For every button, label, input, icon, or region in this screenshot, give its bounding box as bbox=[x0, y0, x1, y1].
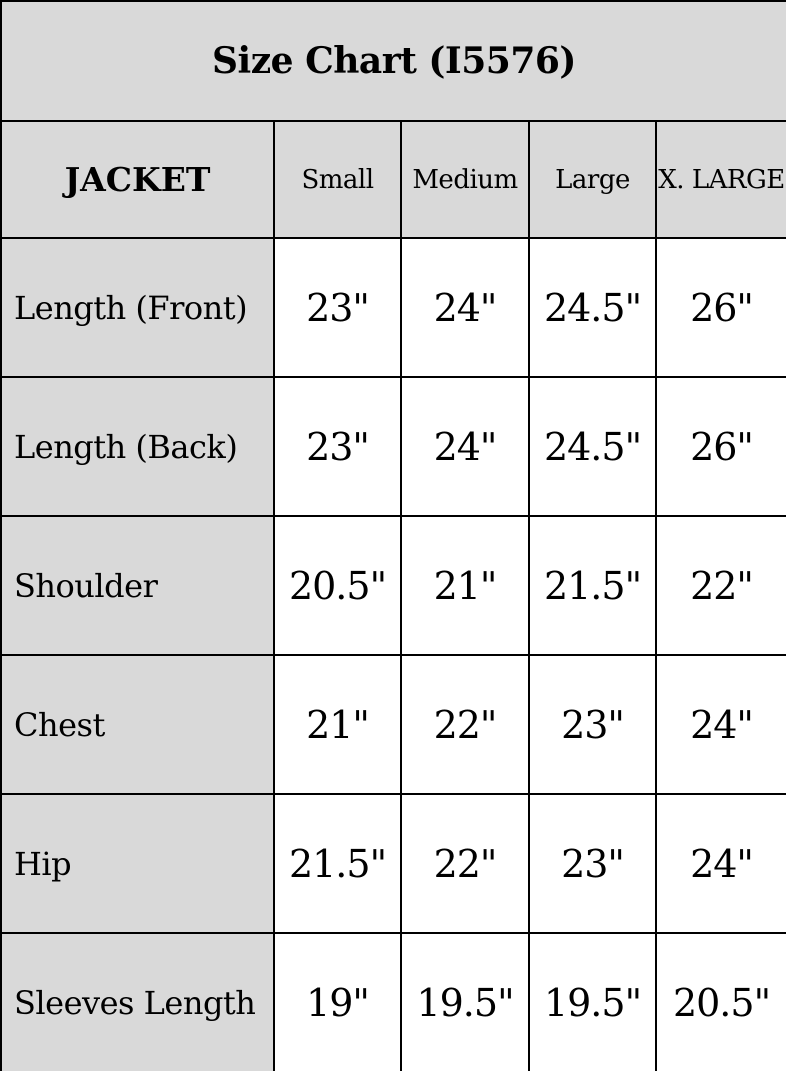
cell-value: 24" bbox=[401, 377, 529, 516]
cell-value: 23" bbox=[529, 655, 656, 794]
column-header-small: Small bbox=[274, 121, 401, 238]
table-row-shoulder bbox=[1, 516, 786, 655]
cell-value: 19.5" bbox=[529, 933, 656, 1071]
column-header-medium: Medium bbox=[401, 121, 529, 238]
cell-value: 24" bbox=[656, 794, 786, 933]
cell-value: 21.5" bbox=[529, 516, 656, 655]
column-header-large: Large bbox=[529, 121, 656, 238]
header-row bbox=[1, 121, 786, 238]
cell-value: 24" bbox=[656, 655, 786, 794]
cell-value: 21" bbox=[274, 655, 401, 794]
cell-value: 22" bbox=[401, 655, 529, 794]
table-row-hip bbox=[1, 794, 786, 933]
cell-value: 24.5" bbox=[529, 238, 656, 377]
cell-value: 24" bbox=[401, 238, 529, 377]
row-label: Shoulder bbox=[1, 516, 274, 655]
cell-value: 22" bbox=[401, 794, 529, 933]
row-label: Sleeves Length bbox=[1, 933, 274, 1071]
row-label: Chest bbox=[1, 655, 274, 794]
row-label: Length (Back) bbox=[1, 377, 274, 516]
table-row-chest bbox=[1, 655, 786, 794]
row-label: Length (Front) bbox=[1, 238, 274, 377]
title-row bbox=[1, 1, 786, 121]
cell-value: 21" bbox=[401, 516, 529, 655]
cell-value: 26" bbox=[656, 238, 786, 377]
chart-title: Size Chart (I5576) bbox=[1, 1, 786, 121]
cell-value: 21.5" bbox=[274, 794, 401, 933]
cell-value: 26" bbox=[656, 377, 786, 516]
cell-value: 20.5" bbox=[656, 933, 786, 1071]
table-row-length-front bbox=[1, 238, 786, 377]
cell-value: 24.5" bbox=[529, 377, 656, 516]
row-label: Hip bbox=[1, 794, 274, 933]
cell-value: 22" bbox=[656, 516, 786, 655]
column-header-jacket: JACKET bbox=[1, 121, 274, 238]
cell-value: 20.5" bbox=[274, 516, 401, 655]
column-header-xlarge: X. LARGE bbox=[656, 121, 786, 238]
cell-value: 19.5" bbox=[401, 933, 529, 1071]
cell-value: 23" bbox=[529, 794, 656, 933]
cell-value: 23" bbox=[274, 238, 401, 377]
table-row-length-back bbox=[1, 377, 786, 516]
table-row-sleeves-length bbox=[1, 933, 786, 1071]
cell-value: 23" bbox=[274, 377, 401, 516]
cell-value: 19" bbox=[274, 933, 401, 1071]
